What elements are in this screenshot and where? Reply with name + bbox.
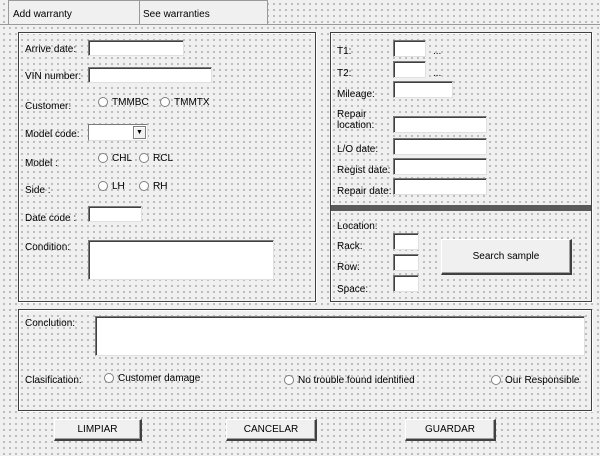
repair-date-field[interactable] [393,178,487,195]
date-code-field[interactable] [88,206,142,222]
radio-circle [98,181,108,191]
tab-add-warranty-label: Add warranty [13,9,72,20]
model-code-label: Model code: [25,129,80,140]
arrive-date-label: Arrive date: [25,44,77,55]
repair-location-label-line1: Repair [337,109,367,120]
location-label: Location: [337,221,378,232]
cancelar-button[interactable]: CANCELAR [226,419,317,441]
customer-damage-label: Customer damage [118,373,201,384]
customer-tmmtx-radio[interactable] [160,97,210,109]
radio-circle [139,153,149,163]
tab-strip-divider [0,24,600,25]
customer-tmmbc-label: TMMBC [112,97,149,108]
customer-tmmbc-radio[interactable] [98,97,149,109]
t1-label: T1: [337,46,352,57]
side-lh-radio[interactable] [98,181,125,193]
section-divider [331,205,591,211]
radio-circle [98,153,108,163]
t1-field[interactable] [393,40,426,57]
conclusion-textarea[interactable] [95,316,585,356]
condition-label: Condition: [25,242,71,253]
mileage-label: Mileage: [337,89,375,100]
rack-label: Rack: [337,241,363,252]
vin-number-label: VIN number: [25,71,82,82]
no-trouble-label: No trouble found identified [298,375,415,386]
model-chl-radio[interactable] [98,153,132,165]
rack-field[interactable] [393,233,419,250]
row-field[interactable] [393,254,419,271]
t2-label: T2: [337,68,352,79]
repair-date-label: Repair date: [337,186,392,197]
t1-ellipsis: ... [433,46,442,57]
side-lh-label: LH [112,181,125,192]
vin-number-field[interactable] [88,67,212,83]
customer-label: Customer: [25,101,72,112]
model-label: Model : [25,158,58,169]
clasification-customer-damage-radio[interactable] [104,373,200,385]
model-rcl-label: RCL [153,153,174,164]
limpiar-button[interactable]: LIMPIAR [54,419,142,441]
radio-circle [284,375,294,385]
clasification-our-responsible-radio[interactable] [491,375,579,387]
model-chl-label: CHL [112,153,133,164]
radio-circle [98,97,108,107]
our-responsible-label: Our Responsible [505,375,580,386]
tab-see-warranties-label: See warranties [143,9,210,20]
chevron-down-icon[interactable]: ▼ [133,126,146,139]
side-rh-radio[interactable] [139,181,167,193]
clasification-label: Clasification: [25,375,82,386]
side-label: Side : [25,185,51,196]
space-label: Space: [337,284,369,295]
conclusion-label: Conclution: [25,318,76,329]
t2-ellipsis: ... [433,68,442,79]
guardar-button[interactable]: GUARDAR [405,419,496,441]
tab-see-warranties[interactable] [138,0,268,24]
radio-circle [139,181,149,191]
radio-circle [160,97,170,107]
regist-date-field[interactable] [393,158,487,175]
clasification-no-trouble-radio[interactable] [284,375,415,387]
row-label: Row: [337,262,360,273]
condition-textarea[interactable] [88,240,274,280]
search-sample-button[interactable]: Search sample [441,239,572,275]
model-rcl-radio[interactable] [139,153,173,165]
date-code-label: Date code : [25,213,77,224]
radio-circle [491,375,501,385]
radio-circle [104,373,114,383]
tab-add-warranty[interactable] [8,0,140,24]
model-code-combobox[interactable] [88,124,148,141]
customer-tmmtx-label: TMMTX [174,97,210,108]
regist-date-label: Regist date: [337,165,391,176]
lo-date-label: L/O date: [337,144,379,155]
repair-location-field[interactable] [393,116,487,133]
repair-location-label-line2: location: [337,120,375,131]
lo-date-field[interactable] [393,138,487,155]
side-rh-label: RH [153,181,168,192]
t2-field[interactable] [393,61,426,78]
space-field[interactable] [393,275,419,292]
arrive-date-field[interactable] [88,40,184,56]
mileage-field[interactable] [393,81,453,98]
